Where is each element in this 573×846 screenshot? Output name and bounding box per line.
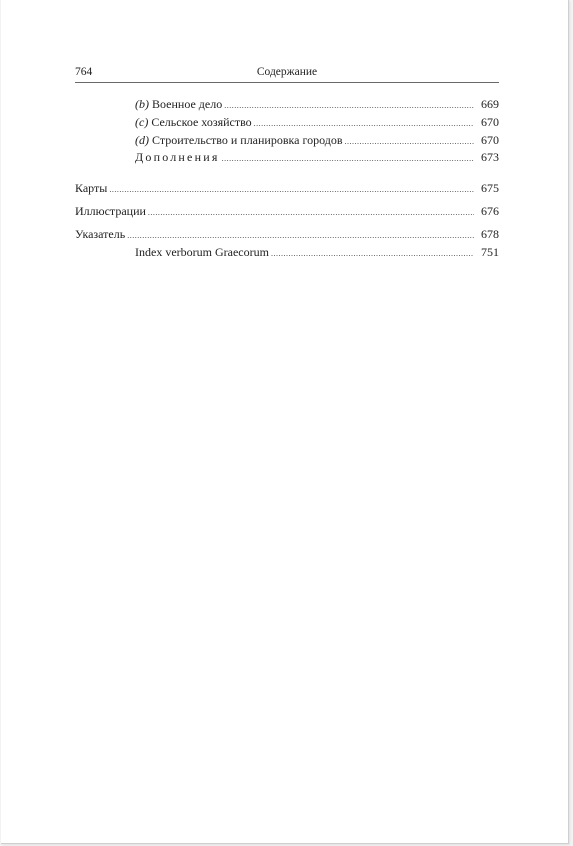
running-header: [75, 66, 499, 83]
toc-entry-title: Иллюстрации: [75, 204, 146, 218]
dot-leader: [271, 246, 474, 261]
toc-entry-page: 670: [481, 133, 499, 147]
dot-leader: [222, 151, 474, 166]
dot-leader: [254, 116, 474, 131]
toc-entry-index: [75, 227, 499, 243]
dot-leader: [345, 134, 474, 149]
toc-entry-title: Дополнения: [135, 150, 220, 164]
toc-entry-maps: [75, 181, 499, 197]
toc-entry-letter: (d): [135, 133, 149, 147]
toc-entry-title: Карты: [75, 181, 108, 195]
toc-entry-additions: [135, 150, 499, 166]
toc-entry-page: 676: [481, 204, 499, 218]
toc-entry-page: 678: [481, 227, 499, 241]
dot-leader: [224, 98, 474, 113]
toc-entry-title: Строительство и планировка городов: [152, 133, 343, 147]
toc-entry-letter: (b): [135, 97, 149, 111]
toc-entry-page: 751: [481, 245, 499, 259]
header-running-title: Содержание: [256, 66, 318, 78]
toc-entry-title: Index verborum Graecorum: [135, 245, 269, 259]
book-page: [1, 0, 569, 844]
dot-leader: [127, 228, 474, 243]
dot-leader: [148, 205, 474, 220]
toc-entry-index-greek: [135, 245, 499, 261]
toc-entry-agriculture: [135, 115, 499, 131]
toc-entry-title: Военное дело: [152, 97, 223, 111]
toc-entry-construction: [135, 133, 499, 149]
toc-entry-page: 673: [481, 150, 499, 164]
toc-entry-page: 669: [481, 97, 499, 111]
dot-leader: [109, 182, 474, 197]
toc-entry-letter: (c): [135, 115, 149, 129]
header-page-number: 764: [75, 66, 93, 78]
toc-entry-illustrations: [75, 204, 499, 220]
toc-entry-military: [135, 97, 499, 113]
toc-entry-title: Сельское хозяйство: [151, 115, 252, 129]
toc-entry-page: 675: [481, 181, 499, 195]
toc-entry-title: Указатель: [75, 227, 126, 241]
toc-entry-page: 670: [481, 115, 499, 129]
